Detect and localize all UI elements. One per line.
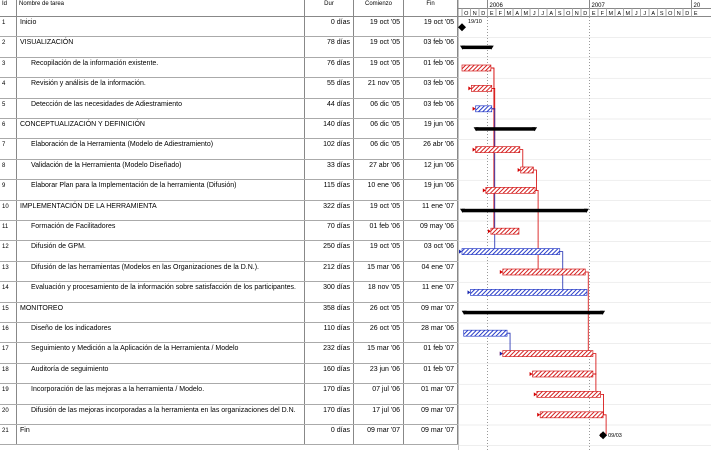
task-start: 26 oct '05 — [354, 323, 404, 342]
month-label: D — [685, 11, 690, 17]
month-label: N — [676, 11, 681, 17]
milestone-label-start: 19/10 — [468, 19, 482, 26]
task-start: 23 jun '06 — [354, 364, 404, 383]
task-name: Inicio — [17, 17, 305, 36]
task-id: 15 — [0, 303, 17, 322]
task-bar — [462, 249, 560, 255]
summary-bar — [462, 46, 492, 50]
task-bar — [503, 269, 585, 275]
link-arrow — [468, 290, 471, 294]
month-label: J — [541, 11, 545, 17]
month-label: D — [481, 11, 486, 17]
task-id: 21 — [0, 425, 17, 444]
month-label: F — [600, 11, 604, 17]
task-end: 09 mar '07 — [404, 425, 458, 444]
task-id: 14 — [0, 282, 17, 301]
month-label: N — [472, 11, 477, 17]
task-start: 07 jul '06 — [354, 384, 404, 403]
col-header-start[interactable]: Comienzo — [354, 0, 404, 17]
task-end: 11 ene '07 — [404, 282, 458, 301]
table-row[interactable] — [0, 37, 458, 57]
task-duration: 170 días — [305, 384, 354, 403]
table-row[interactable] — [0, 17, 458, 37]
year-label: 2006 — [489, 3, 503, 9]
table-row[interactable] — [0, 241, 458, 261]
table-row[interactable] — [0, 99, 458, 119]
month-label: A — [651, 11, 656, 17]
task-bar — [491, 228, 519, 234]
table-row[interactable] — [0, 201, 458, 221]
task-start: 19 oct '05 — [354, 17, 404, 36]
task-name: CONCEPTUALIZACIÓN Y DEFINICIÓN — [17, 119, 305, 138]
month-label: A — [549, 11, 554, 17]
task-end: 09 may '06 — [404, 221, 458, 240]
task-id: 2 — [0, 37, 17, 56]
task-start: 06 dic '05 — [354, 99, 404, 118]
summary-bar — [464, 311, 603, 315]
table-row[interactable] — [0, 119, 458, 139]
task-bar — [464, 330, 507, 336]
table-row[interactable] — [0, 303, 458, 323]
table-row[interactable] — [0, 78, 458, 98]
task-name: Difusión de GPM. — [17, 241, 305, 260]
task-id: 17 — [0, 343, 17, 362]
task-duration: 322 días — [305, 201, 354, 220]
task-id: 1 — [0, 17, 17, 36]
month-label: M — [506, 11, 512, 17]
table-row[interactable] — [0, 139, 458, 159]
task-duration: 70 días — [305, 221, 354, 240]
link-arrow — [518, 168, 521, 172]
table-row[interactable] — [0, 221, 458, 241]
month-label: F — [498, 11, 502, 17]
task-bar — [471, 85, 491, 91]
table-row[interactable] — [0, 343, 458, 363]
table-row[interactable] — [0, 180, 458, 200]
task-name: Validación de la Herramienta (Modelo Diseñado) — [17, 160, 305, 179]
task-id: 16 — [0, 323, 17, 342]
month-label: D — [583, 11, 588, 17]
task-id: 9 — [0, 180, 17, 199]
task-name: VISUALIZACIÓN — [17, 37, 305, 56]
task-end: 01 feb '07 — [404, 364, 458, 383]
link-arrow — [500, 270, 503, 274]
task-duration: 102 días — [305, 139, 354, 158]
task-start: 01 feb '06 — [354, 221, 404, 240]
month-label: S — [557, 11, 562, 17]
task-duration: 232 días — [305, 343, 354, 362]
month-label: J — [532, 11, 536, 17]
task-name: Fin — [17, 425, 305, 444]
task-start: 10 ene '06 — [354, 180, 404, 199]
task-end: 01 feb '06 — [404, 58, 458, 77]
task-start: 15 mar '06 — [354, 343, 404, 362]
task-bar — [476, 147, 520, 153]
task-name: Formación de Facilitadores — [17, 221, 305, 240]
task-end: 03 feb '06 — [404, 37, 458, 56]
task-start: 06 dic '05 — [354, 119, 404, 138]
link-arrow — [473, 107, 476, 111]
month-label: J — [634, 11, 638, 17]
link-arrow — [530, 372, 533, 376]
task-id: 10 — [0, 201, 17, 220]
task-duration: 140 días — [305, 119, 354, 138]
task-end: 19 jun '06 — [404, 119, 458, 138]
month-label: E — [591, 11, 596, 17]
task-end: 19 oct '05 — [404, 17, 458, 36]
task-duration: 212 días — [305, 262, 354, 281]
month-label: A — [617, 11, 622, 17]
task-id: 7 — [0, 139, 17, 158]
task-bar — [540, 412, 603, 418]
col-header-duration[interactable]: Dur — [305, 0, 354, 17]
task-bar — [533, 371, 593, 377]
task-end: 09 mar '07 — [404, 303, 458, 322]
task-name: Diseño de los indicadores — [17, 323, 305, 342]
task-id: 5 — [0, 99, 17, 118]
summary-bar — [462, 209, 587, 213]
table-row[interactable] — [0, 405, 458, 425]
task-name: Recopilación de la información existente. — [17, 58, 305, 77]
task-id: 13 — [0, 262, 17, 281]
task-bar — [471, 289, 587, 295]
task-name: Difusión de las herramientas (Modelos en las Organizaciones de la D.N.). — [17, 262, 305, 281]
task-start: 26 oct '05 — [354, 303, 404, 322]
month-label: J — [643, 11, 647, 17]
link-arrow — [500, 352, 503, 356]
task-name: Revisión y análisis de la información. — [17, 78, 305, 97]
task-end: 11 ene '07 — [404, 201, 458, 220]
task-duration: 0 días — [305, 17, 354, 36]
task-start: 17 jul '06 — [354, 405, 404, 424]
task-bar — [486, 187, 535, 193]
table-row[interactable] — [0, 262, 458, 282]
task-id: 18 — [0, 364, 17, 383]
link-arrow — [468, 86, 471, 90]
task-name: Elaborar Plan para la Implementación de la herramienta (Difusión) — [17, 180, 305, 199]
task-duration: 0 días — [305, 425, 354, 444]
task-end: 09 mar '07 — [404, 405, 458, 424]
task-id: 3 — [0, 58, 17, 77]
task-end: 03 feb '06 — [404, 99, 458, 118]
month-label: M — [608, 11, 614, 17]
month-label: S — [659, 11, 664, 17]
task-start: 19 oct '05 — [354, 58, 404, 77]
task-end: 03 oct '06 — [404, 241, 458, 260]
task-start: 19 oct '05 — [354, 201, 404, 220]
task-start: 09 mar '07 — [354, 425, 404, 444]
task-name: Auditoría de seguimiento — [17, 364, 305, 383]
task-duration: 76 días — [305, 58, 354, 77]
gantt-chart — [458, 0, 711, 450]
task-bar — [476, 106, 492, 112]
task-end: 03 feb '06 — [404, 78, 458, 97]
task-id: 12 — [0, 241, 17, 260]
month-label: E — [489, 11, 494, 17]
link-arrow — [488, 229, 491, 233]
col-header-end[interactable]: Fin — [404, 0, 458, 17]
task-duration: 160 días — [305, 364, 354, 383]
table-row[interactable] — [0, 384, 458, 404]
month-label: M — [523, 11, 529, 17]
task-name: Difusión de las mejoras incorporadas a la herramienta en las organizaciones del D.N. — [17, 405, 305, 424]
task-name: MONITOREO — [17, 303, 305, 322]
task-start: 27 abr '06 — [354, 160, 404, 179]
task-end: 19 jun '06 — [404, 180, 458, 199]
month-label: A — [515, 11, 520, 17]
task-name: IMPLEMENTACIÓN DE LA HERRAMIENTA — [17, 201, 305, 220]
month-label: M — [625, 11, 631, 17]
month-label: O — [668, 11, 673, 17]
task-duration: 250 días — [305, 241, 354, 260]
task-start: 21 nov '05 — [354, 78, 404, 97]
task-name: Elaboración de la Herramienta (Modelo de Adiestramiento) — [17, 139, 305, 158]
month-label: E — [693, 11, 698, 17]
task-duration: 33 días — [305, 160, 354, 179]
link-arrow — [537, 413, 540, 417]
year-label: 20 — [693, 3, 701, 9]
table-row[interactable] — [0, 282, 458, 302]
task-end: 28 mar '06 — [404, 323, 458, 342]
task-duration: 44 días — [305, 99, 354, 118]
task-end: 01 feb '07 — [404, 343, 458, 362]
col-header-id[interactable]: Id — [0, 0, 17, 17]
summary-bar — [476, 127, 535, 131]
task-name: Incorporación de las mejoras a la herramienta / Modelo. — [17, 384, 305, 403]
task-id: 20 — [0, 405, 17, 424]
year-label: 2007 — [591, 3, 605, 9]
milestone-marker — [458, 23, 466, 31]
month-label: O — [566, 11, 571, 17]
task-id: 6 — [0, 119, 17, 138]
task-end: 26 abr '06 — [404, 139, 458, 158]
task-duration: 115 días — [305, 180, 354, 199]
task-name: Detección de las necesidades de Adiestramiento — [17, 99, 305, 118]
task-bar — [462, 65, 491, 71]
link-arrow — [534, 392, 537, 396]
task-end: 12 jun '06 — [404, 160, 458, 179]
task-bar — [503, 351, 593, 357]
col-header-name[interactable]: Nombre de tarea — [17, 0, 305, 17]
task-duration: 78 días — [305, 37, 354, 56]
task-name: Evaluación y procesamiento de la información sobre satisfacción de los participantes. — [17, 282, 305, 301]
table-row[interactable] — [0, 160, 458, 180]
month-label: N — [574, 11, 579, 17]
table-row[interactable] — [0, 425, 458, 445]
milestone-label-end: 09/03 — [608, 433, 622, 440]
task-duration: 300 días — [305, 282, 354, 301]
task-id: 19 — [0, 384, 17, 403]
task-name: Seguimiento y Medición a la Aplicación de la Herramienta / Modelo — [17, 343, 305, 362]
task-start: 18 nov '05 — [354, 282, 404, 301]
task-duration: 55 días — [305, 78, 354, 97]
link-arrow — [473, 148, 476, 152]
task-start: 06 dic '05 — [354, 139, 404, 158]
task-end: 04 ene '07 — [404, 262, 458, 281]
task-start: 15 mar '06 — [354, 262, 404, 281]
task-end: 01 mar '07 — [404, 384, 458, 403]
task-bar — [521, 167, 534, 173]
task-id: 4 — [0, 78, 17, 97]
task-id: 11 — [0, 221, 17, 240]
table-row[interactable] — [0, 323, 458, 343]
task-duration: 358 días — [305, 303, 354, 322]
link-arrow — [459, 250, 462, 254]
task-duration: 170 días — [305, 405, 354, 424]
task-start: 19 oct '05 — [354, 241, 404, 260]
task-start: 19 oct '05 — [354, 37, 404, 56]
task-bar — [537, 391, 601, 397]
table-row[interactable] — [0, 364, 458, 384]
task-id: 8 — [0, 160, 17, 179]
task-duration: 110 días — [305, 323, 354, 342]
table-row[interactable] — [0, 58, 458, 78]
link-arrow — [483, 188, 486, 192]
month-label: O — [464, 11, 469, 17]
